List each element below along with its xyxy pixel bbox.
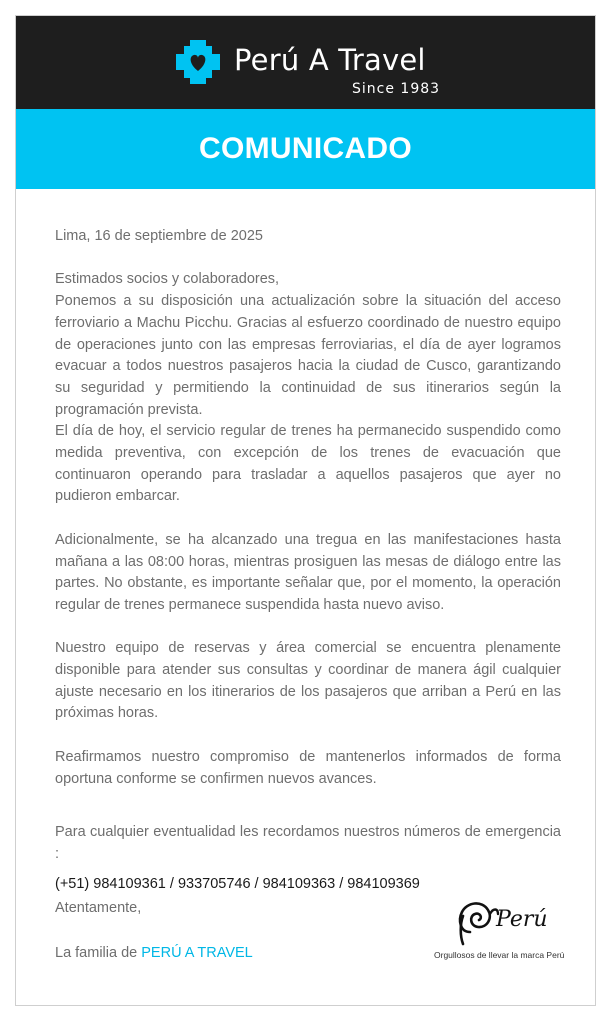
marca-peru-logo (454, 892, 550, 948)
signature-prefix: La familia de (55, 945, 142, 961)
emergency-intro: Para cualquier eventualidad les recordamos nuestros números de emergencia : (55, 824, 561, 862)
header (16, 16, 595, 109)
signature-brand-link[interactable]: PERÚ A TRAVEL (141, 945, 253, 961)
brand-since: Since 1983 (352, 81, 441, 97)
marca-peru-tagline: Orgullosos de llevar la marca Perú (434, 950, 565, 960)
email-card (15, 15, 596, 1006)
closing: Atentamente, (55, 900, 142, 916)
letter-body (55, 226, 561, 895)
paragraph-2: Adicionalmente, se ha alcanzado una tregua en las manifestaciones hasta mañana a las 08:00 horas, mientras prosiguen las mesas de diálogo entre las partes. No obstante, es importante señalar que, por el momento, la operación regular de trenes permanece suspendida hasta nuevo aviso. (55, 531, 561, 613)
letter-date: Lima, 16 de septiembre de 2025 (55, 228, 263, 244)
chakana-heart-icon (176, 40, 220, 84)
emergency-phones: (+51) 984109361 / 933705746 / 984109363 / 984109369 (55, 875, 420, 892)
letter-greeting: Estimados socios y colaboradores, (55, 271, 280, 288)
signature (55, 945, 253, 961)
paragraph-1b: El día de hoy, el servicio regular de trenes ha permanecido suspendido como medida preventiva, con excepción de los trenes de evacuación que continuaron operando para trasladar a aquellos pasajeros que ayer no pudieron embarcar. (55, 423, 561, 505)
paragraph-4: Reafirmamos nuestro compromiso de mantenerlos informados de forma oportuna conforme se confirmen nuevos avances. (55, 748, 561, 787)
banner-title: COMUNICADO (199, 132, 412, 165)
banner (16, 109, 595, 189)
marca-peru-wordmark: Perú (496, 907, 548, 932)
brand-name: Perú A Travel (234, 43, 426, 77)
paragraph-1a: Ponemos a su disposición una actualización sobre la situación del acceso ferroviario a Machu Picchu. Gracias al esfuerzo coordinado de nuestro equipo de operaciones junto con las empresas ferroviarias, el día de ayer logramos evacuar a todos nuestros pasajeros hacia la ciudad de Cusco, garantizando su seguridad y permitiendo la continuidad de sus itinerarios según la programación prevista. (55, 293, 561, 418)
paragraph-3: Nuestro equipo de reservas y área comercial se encuentra plenamente disponible para atender sus consultas y coordinar de manera ágil cualquier ajuste necesario en los itinerarios de los pasajeros que arriban a Perú en las próximas horas. (55, 640, 561, 722)
